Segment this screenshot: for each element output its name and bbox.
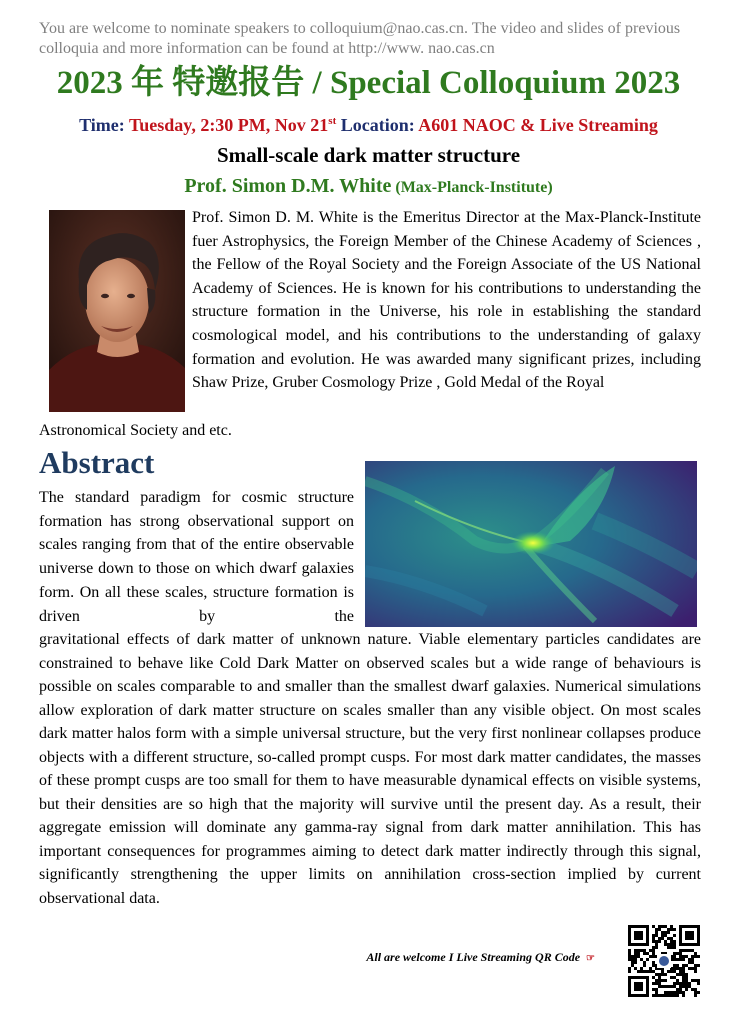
time-location-line [0, 114, 737, 136]
time-suffix: st [328, 115, 337, 127]
time-main: Tuesday, 2:30 PM, Nov 21 [128, 115, 329, 135]
speaker-bio: Prof. Simon D. M. White is the Emeritus Director at the Max-Planck-Institute fuer Astrophysics, the Foreign Member of the Chinese Academy of Sciences , the Fellow of the Royal Society and the Foreign Associate of the US National Academy of Sciences. He is known for his contributions to understanding the structure formation in the Universe, his role in establishing the standard cosmological model, and his contributions to the understanding of galaxy formation and evolution. He was awarded many significant prizes, including Shaw Prize, Gruber Cosmology Prize , Gold Medal of the Royal [192, 209, 701, 392]
location-label: Location: [340, 115, 415, 135]
location-value: A601 NAOC & Live Streaming [418, 115, 658, 135]
page-title: 2023 年 特邀报告 / Special Colloquium 2023 [56, 65, 681, 101]
abstract-text-body: gravitational effects of dark matter of unknown nature. Viable elementary particles candidates are constrained to behave like Cold Dark Matter on observed scales but a wide range of behaviours is possible on scales comparable to and smaller than the smallest dwarf galaxies. Numerical simulations allow exploration of dark matter structure on scales smaller than any visible object. On most scales dark matter halos form with a simple universal structure, but the very first nonlinear collapses produce objects with a different structure, so-called prompt cusps. For most dark matter candidates, the masses of these prompt cusps are too small for them to have measurable dynamical effects on visible systems, but their densities are so high that the majority will survive until the present day. As a result, their aggregate emission will dominate any gamma-ray signal from dark matter annihilation. This has important consequences for programmes aiming to detect dark matter indirectly through this signal, significantly strengthening the upper limits on annihilation cross-section implied by current observational data. [39, 631, 701, 907]
speaker-photo [49, 210, 185, 412]
qr-code[interactable] [628, 925, 700, 997]
footer-text: All are welcome I Live Streaming QR Code [366, 950, 581, 964]
abstract-text-top: The standard paradigm for cosmic structure formation has strong observational support on scales ranging from that of the entire observable universe down to those on which dwarf galaxies form. On all these scales, structure formation is driven by the [39, 489, 354, 625]
time-value [129, 115, 336, 135]
talk-title: Small-scale dark matter structure [216, 143, 521, 167]
pointing-hand-icon: ☞ [586, 953, 595, 964]
intro-text: You are welcome to nominate speakers to colloquium@nao.cas.cn. The video and slides of previous colloquia and more information can be found at http://www. nao.cas.cn [39, 20, 681, 57]
speaker-line [0, 174, 737, 200]
simulation-image [365, 461, 697, 627]
speaker-affiliation: (Max-Planck-Institute) [395, 179, 553, 196]
time-label: Time: [79, 115, 125, 135]
speaker-name: Prof. Simon D.M. White [184, 175, 392, 197]
footer-note [366, 949, 595, 967]
abstract-heading: Abstract [39, 445, 155, 480]
speaker-bio-continued: Astronomical Society and etc. [39, 422, 232, 439]
